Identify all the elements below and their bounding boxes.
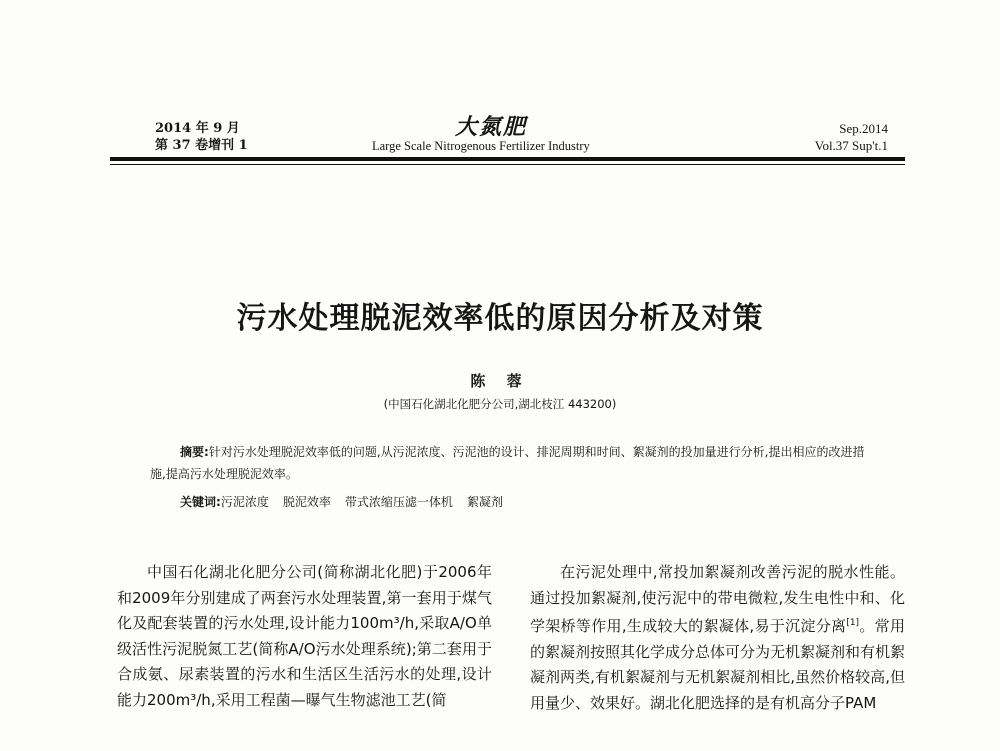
keyword: 脱泥效率 (282, 495, 331, 509)
issue-volume: 第 37 卷增刊 1 (155, 138, 248, 153)
keywords-label: 关键词: (180, 495, 221, 509)
body-text: 。常用的絮凝剂按照其化学成分总体可分为无机絮凝剂和有机絮凝剂两类,有机絮凝剂与无机絮凝剂相比,虽然价格较高,但用量少、效果好。湖北化肥选择的是有机高分子PAM (530, 617, 906, 712)
issue-info-en (815, 120, 888, 154)
article-title: 污水处理脱泥效率低的原因分析及对策 (236, 301, 764, 336)
journal-logo: 大氮肥 (455, 114, 528, 140)
body-paragraph: 中国石化湖北化肥分公司(简称湖北化肥)于2006年和2009年分别建成了两套污水处理装置,第一套用于煤气化及配套装置的污水处理,设计能力100m³/h,采取A/O单级活性污泥脱氮工艺(简称A/O污水处理系统);第二套用于合成氨、尿素装置的污水和生活区生活污水的处理,设计能力200m³/h,采用工程菌—曝气生物滤池工艺(简 (117, 563, 492, 709)
body-column-right (530, 560, 905, 716)
affiliation: (中国石化湖北化肥分公司,湖北枝江 443200) (383, 397, 617, 411)
keywords (180, 493, 517, 510)
keyword: 带式浓缩压滤一体机 (344, 495, 453, 509)
keyword: 絮凝剂 (466, 495, 503, 509)
volume-en: Vol.37 Sup't.1 (814, 138, 888, 153)
body-paragraph (530, 560, 905, 716)
header-rule-thin (110, 164, 905, 165)
keyword: 污泥浓度 (220, 495, 269, 509)
abstract-text: 针对污水处理脱泥效率低的问题,从污泥浓度、污泥池的设计、排泥周期和时间、絮凝剂的投加量进行分析,提出相应的改进措施,提高污水处理脱泥效率。 (150, 445, 865, 481)
issue-date: 2014 年 9 月 (155, 121, 240, 136)
author-name: 陈 蓉 (470, 372, 530, 390)
date-en: Sep.2014 (839, 121, 888, 136)
header-rule-thick (110, 157, 905, 161)
reference-mark: [1] (846, 618, 860, 628)
abstract (150, 441, 870, 485)
body-text: 在污泥处理中,常投加絮凝剂改善污泥的脱水性能。通过投加絮凝剂,使污泥中的带电微粒,发生电性中和、化学架桥等作用,生成较大的絮凝体,易于沉淀分离 (530, 563, 905, 635)
journal-name-en: Large Scale Nitrogenous Fertilizer Industry (372, 139, 590, 153)
body-column-left (117, 560, 492, 713)
abstract-label: 摘要: (180, 445, 209, 459)
issue-info (155, 120, 248, 154)
